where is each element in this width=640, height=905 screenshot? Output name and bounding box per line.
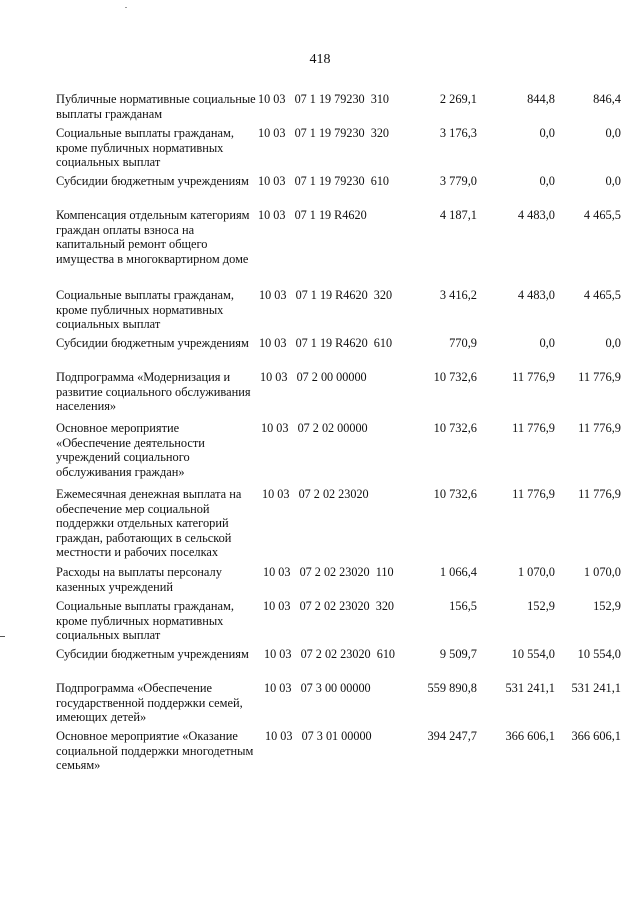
row-value-2: 0,0 (539, 126, 555, 140)
row-value-1: 1 066,4 (439, 565, 477, 579)
row-value-3: 11 776,9 (578, 421, 621, 435)
row-code: 10 03 07 3 01 00000 (265, 729, 372, 743)
row-value-3: 531 241,1 (571, 681, 621, 695)
row-value-3: 11 776,9 (578, 370, 621, 384)
row-value-2: 0,0 (539, 336, 555, 350)
row-name: Основное мероприятие «Оказание социальной поддержки многодетным семьям» (56, 729, 254, 773)
row-value-2: 11 776,9 (512, 421, 555, 435)
row-code: 10 03 07 2 02 23020 320 (263, 599, 395, 613)
row-name: Субсидии бюджетным учреждениям (56, 174, 249, 188)
row-name: Социальные выплаты гражданам, кроме публичных нормативных социальных выплат (56, 599, 234, 643)
row-value-1: 2 269,1 (439, 92, 477, 106)
row-value-3: 0,0 (605, 336, 621, 350)
row-value-3: 11 776,9 (578, 487, 621, 501)
row-value-3: 1 070,0 (583, 565, 621, 579)
scan-artifact-mark (0, 636, 5, 637)
row-code: 10 03 07 2 02 23020 110 (263, 565, 394, 579)
row-value-1: 9 509,7 (439, 647, 477, 661)
row-value-2: 10 554,0 (511, 647, 555, 661)
row-name: Социальные выплаты гражданам, кроме публичных нормативных социальных выплат (56, 126, 234, 170)
row-value-1: 3 779,0 (439, 174, 477, 188)
row-value-2: 4 483,0 (517, 288, 555, 302)
row-code: 10 03 07 2 02 23020 610 (264, 647, 396, 661)
row-value-1: 3 416,2 (439, 288, 477, 302)
row-value-3: 0,0 (605, 174, 621, 188)
row-value-3: 152,9 (593, 599, 621, 613)
row-value-3: 4 465,5 (583, 208, 621, 222)
row-code: 10 03 07 2 00 00000 (260, 370, 367, 384)
row-code: 10 03 07 1 19 79230 320 (258, 126, 390, 140)
row-code: 10 03 07 1 19 R4620 320 (259, 288, 393, 302)
row-value-3: 0,0 (605, 126, 621, 140)
row-code: 10 03 07 1 19 R4620 610 (259, 336, 393, 350)
row-code: 10 03 07 1 19 79230 310 (258, 92, 390, 106)
row-value-1: 3 176,3 (439, 126, 477, 140)
row-value-1: 10 732,6 (433, 370, 477, 384)
row-value-2: 11 776,9 (512, 487, 555, 501)
row-value-2: 366 606,1 (505, 729, 555, 743)
row-value-2: 844,8 (527, 92, 555, 106)
row-code: 10 03 07 1 19 R4620 (258, 208, 367, 222)
row-value-2: 152,9 (527, 599, 555, 613)
row-value-1: 10 732,6 (433, 487, 477, 501)
row-name: Подпрограмма «Модернизация и развитие социального обслуживания населения» (56, 370, 251, 414)
row-value-1: 559 890,8 (427, 681, 477, 695)
row-name: Публичные нормативные социальные выплаты гражданам (56, 92, 256, 121)
row-value-1: 4 187,1 (439, 208, 477, 222)
row-code: 10 03 07 1 19 79230 610 (258, 174, 390, 188)
row-value-2: 1 070,0 (517, 565, 555, 579)
row-value-1: 10 732,6 (433, 421, 477, 435)
row-code: 10 03 07 2 02 23020 (262, 487, 369, 501)
row-value-3: 10 554,0 (577, 647, 621, 661)
row-value-3: 4 465,5 (583, 288, 621, 302)
row-code: 10 03 07 3 00 00000 (264, 681, 371, 695)
row-value-2: 11 776,9 (512, 370, 555, 384)
row-name: Компенсация отдельным категориям граждан оплаты взноса на капитальный ремонт общего имущества в многоквартирном доме (56, 208, 250, 266)
page-number: 418 (309, 52, 331, 67)
row-value-2: 0,0 (539, 174, 555, 188)
row-name: Ежемесячная денежная выплата на обеспечение мер социальной поддержки отдельных категорий граждан, работающих в сельской местности и рабочих поселках (56, 487, 242, 560)
row-value-1: 394 247,7 (427, 729, 477, 743)
row-value-3: 366 606,1 (571, 729, 621, 743)
row-value-2: 4 483,0 (517, 208, 555, 222)
row-name: Социальные выплаты гражданам, кроме публичных нормативных социальных выплат (56, 288, 234, 332)
row-code: 10 03 07 2 02 00000 (261, 421, 368, 435)
row-value-1: 156,5 (449, 599, 477, 613)
row-name: Основное мероприятие «Обеспечение деятельности учреждений социального обслуживания граждан» (56, 421, 205, 479)
row-name: Подпрограмма «Обеспечение государственной поддержки семей, имеющих детей» (56, 681, 243, 725)
row-value-3: 846,4 (593, 92, 621, 106)
row-value-1: 770,9 (449, 336, 477, 350)
row-name: Субсидии бюджетным учреждениям (56, 647, 249, 661)
row-name: Субсидии бюджетным учреждениям (56, 336, 249, 350)
row-name: Расходы на выплаты персоналу казенных учреждений (56, 565, 222, 594)
row-value-2: 531 241,1 (505, 681, 555, 695)
